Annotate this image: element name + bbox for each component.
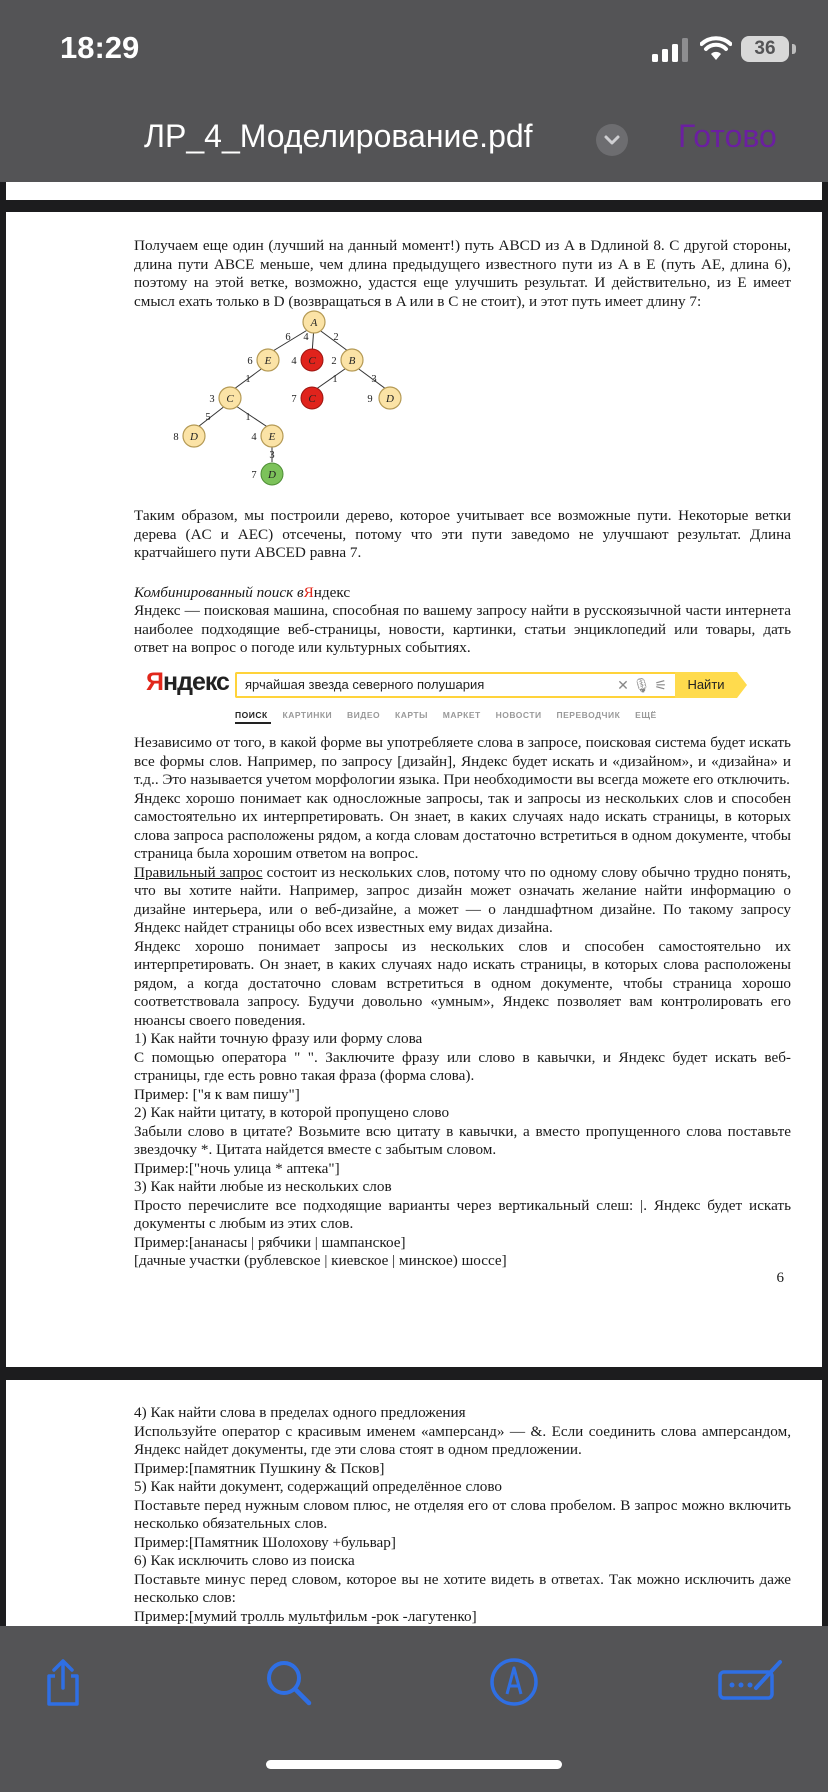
- logo-letter: Я: [146, 668, 163, 696]
- battery-tip: [792, 44, 796, 54]
- underlined-term: Правильный запрос: [134, 863, 263, 881]
- edge-weight: 5: [205, 412, 211, 423]
- yandex-tab: ВИДЕО: [347, 710, 381, 720]
- yandex-tab: КАРТЫ: [395, 710, 428, 720]
- yandex-tabs: [235, 710, 669, 720]
- node-label: D: [190, 431, 198, 443]
- wifi-icon: [700, 36, 732, 62]
- share-button[interactable]: [35, 1654, 91, 1710]
- yandex-tab: ПЕРЕВОДЧИК: [556, 710, 621, 720]
- list-heading: 5) Как найти документ, содержащий определённое слово: [134, 1478, 503, 1495]
- paragraph-text: Яндекс хорошо понимает запросы из нескольких слов и способен самостоятельно их интерпретировать. Он знает, в каких случаях надо искать страницы, в которых слова расположены рядом, а когда достаточно словам встретиться в одном документе, чтобы страница хорошо соответствовала запросу. Будучи довольно «умным», Яндекс позволяет вам контролировать его нюансы своего поведения.: [134, 937, 791, 1029]
- button-arrow-icon: [737, 672, 747, 698]
- pdf-page-7: [6, 1380, 822, 1626]
- yandex-tab: КАРТИНКИ: [282, 710, 333, 720]
- top-bar: [0, 0, 828, 182]
- node-label: D: [268, 469, 276, 481]
- paragraph-text: Яндекс хорошо понимает как односложные запросы, так и запросы из нескольких слов и способен самостоятельно их интерпретировать. Он знает, в каких случаях надо искать страницы, в которых слова запроса расположены рядом, а когда словам достаточно встретиться в одном документе, чтобы страница была хорошим ответом на вопрос.: [134, 789, 791, 862]
- example-text: Пример:[ананасы | рябчики | шампанское]: [134, 1233, 406, 1251]
- form-fill-button[interactable]: [716, 1654, 786, 1710]
- example-text: Пример:[мумий тролль мультфильм -рок -лагутенко]: [134, 1607, 477, 1625]
- paragraph: [134, 237, 791, 311]
- paragraph-text: Поставьте минус перед словом, которое вы не хотите видеть в ответах. Так можно исключить даже несколько слов:: [134, 1570, 791, 1606]
- edge-weight: 4: [291, 356, 297, 367]
- paragraph-text: Получаем еще один (лучший на данный момент!) путь ABCD из A в Dдлиной 8. С другой стороны, длина пути ABCE меньше, чем длина предыдущего известного пути из A в E (путь AE, длина 6), поэтому на этой ветке, возможно, удастся еще улучшить результат. И действительно, из E имеет смысл ехать только в D (возвращаться в A или в C не стоит), и этот путь имеет длину 7:: [134, 237, 791, 310]
- paragraph: [134, 507, 791, 563]
- previous-page-edge: [6, 182, 822, 200]
- edge-weight: 1: [245, 412, 251, 423]
- chevron-down-icon: [596, 124, 628, 156]
- yandex-tab: ПОИСК: [235, 710, 268, 720]
- paragraph-text: Забыли слово в цитате? Возьмите всю цитату в кавычки, а вместо пропущенного слова поставьте звездочку *. Цитата найдется вместе с забытым словом.: [134, 1122, 791, 1158]
- document-title[interactable]: ЛР_4_Моделирование.pdf: [144, 118, 533, 154]
- paragraph-text: Яндекс — поисковая машина, способная по вашему запросу найти в русскоязычной части интернета наиболее подходящие веб-страницы, новости, картинки, статьи энциклопедий или товары, дать ответ на вопрос о погоде или культурных событиях.: [134, 602, 791, 656]
- list-heading: 1) Как найти точную фразу или форму слова: [134, 1030, 423, 1047]
- list-heading: 3) Как найти любые из нескольких слов: [134, 1178, 392, 1195]
- paragraph-tail: состоит из нескольких слов, потому что по одному слову обычно трудно понять, что вы хотите найти. Например, запрос дизайн может означать желание найти информацию о дизайне интерьера, или о веб-дизайне, а может — о ландшафтном дизайне. По такому запросу Яндекс найдет страницы обо всех известных ему видах дизайна.: [134, 863, 791, 936]
- node-label: C: [308, 393, 316, 405]
- yandex-find-button: Найти: [675, 672, 737, 698]
- heading-text: Комбинированный поиск в: [134, 584, 304, 601]
- yandex-query: ярчайшая звезда северного полушария: [245, 677, 485, 692]
- node-label: E: [264, 355, 272, 367]
- edge-weight: 6: [285, 332, 291, 343]
- tab-underline: [235, 722, 271, 724]
- edge-weight: 2: [333, 332, 339, 343]
- edge-weight: 8: [173, 432, 179, 443]
- yandex-tab: НОВОСТИ: [495, 710, 542, 720]
- example-text: Пример: ["я к вам пишу"]: [134, 1085, 300, 1103]
- search-button[interactable]: [260, 1654, 316, 1710]
- example-text: [дачные участки (рублевское | киевское | минское) шоссе]: [134, 1252, 507, 1269]
- node-label: E: [268, 431, 276, 443]
- markup-pen-icon: [486, 1654, 542, 1710]
- done-button[interactable]: Готово: [678, 118, 777, 154]
- yandex-search-box: [235, 672, 675, 698]
- body-text: [134, 1404, 791, 1626]
- example-text: Пример:["ночь улица * аптека"]: [134, 1159, 340, 1177]
- yandex-box-icons: ✕ 🎙 ⚟: [617, 677, 667, 693]
- example-text: Пример:[Памятник Шолохову +бульвар]: [134, 1533, 396, 1551]
- node-label: C: [308, 355, 316, 367]
- title-menu-button[interactable]: [596, 124, 628, 156]
- paragraph-text: Просто перечислите все подходящие варианты через вертикальный слеш: |. Яндекс будет искать документы с любым из этих слов.: [134, 1196, 791, 1232]
- node-label: B: [348, 355, 356, 367]
- list-heading: 6) Как исключить слово из поиска: [134, 1552, 355, 1569]
- edge-weight: 1: [332, 374, 338, 385]
- markup-button[interactable]: [486, 1654, 542, 1710]
- paragraph-text: Используйте оператор с красивым именем «амперсанд» — &. Если соединить слова амперсандом, Яндекс найдет документы, где эти слова стоят в одном предложении.: [134, 1422, 791, 1458]
- node-label: C: [226, 393, 234, 405]
- share-icon: [35, 1654, 91, 1710]
- heading-ndex: ндекс: [313, 584, 351, 601]
- paragraph: [134, 602, 791, 658]
- paragraph-text: Таким образом, мы построили дерево, которое учитывает все возможные пути. Некоторые ветки дерева (AC и AEC) отсечены, потому что эти пути заведомо не улучшают результат. Длина кратчайшего пути ABCED равна 7.: [134, 507, 791, 561]
- edge-weight: 3: [269, 450, 275, 461]
- page-number: 6: [776, 1270, 784, 1286]
- battery-icon: 36: [741, 36, 789, 62]
- cellular-signal-icon: [652, 38, 690, 62]
- body-text: [134, 734, 791, 1271]
- list-heading: 4) Как найти слова в пределах одного предложения: [134, 1404, 466, 1421]
- edge-weight: 7: [251, 470, 257, 481]
- edge-weight: 9: [367, 394, 373, 405]
- edge-weight: 4: [251, 432, 257, 443]
- pdf-page-6: [6, 212, 822, 1367]
- edge-weight: 6: [247, 356, 253, 367]
- paragraph-text: [134, 864, 791, 938]
- yandex-logo: [146, 668, 229, 697]
- home-indicator[interactable]: [266, 1760, 562, 1769]
- logo-rest: ндекс: [162, 668, 229, 696]
- yandex-tab: ЕЩЁ: [635, 710, 657, 720]
- search-tree-diagram: [146, 310, 446, 505]
- edge-weight: 3: [209, 394, 215, 405]
- search-icon: [260, 1654, 316, 1710]
- paragraph-text: Независимо от того, в какой форме вы употребляете слова в запросе, поисковая система будет искать все формы слов. Например, по запросу [дизайн], Яндекс будет искать и «дизайном», и «дизайна» и т.д.. Это называется учетом морфологии языка. При необходимости вы всегда можете его отключить.: [134, 734, 791, 788]
- edge-weight: 3: [371, 374, 377, 385]
- paragraph-text: С помощью оператора " ". Заключите фразу или слово в кавычки, и Яндекс будет искать веб-страницы, где есть ровно такая фраза (форма слова).: [134, 1048, 791, 1084]
- signature-icon: [716, 1654, 786, 1710]
- section-heading: [134, 584, 791, 603]
- node-label: A: [310, 317, 318, 329]
- edge-weight: 4: [303, 332, 309, 343]
- yandex-tab: МАРКЕТ: [442, 710, 481, 720]
- edge-weight: 1: [245, 374, 251, 385]
- example-text: Пример:[памятник Пушкину & Псков]: [134, 1459, 385, 1477]
- heading-ya: Я: [303, 584, 314, 601]
- list-heading: 2) Как найти цитату, в которой пропущено слово: [134, 1104, 450, 1121]
- edge-weight: 7: [291, 394, 297, 405]
- status-time: 18:29: [60, 30, 140, 65]
- node-label: D: [386, 393, 394, 405]
- paragraph-text: Поставьте перед нужным словом плюс, не отделяя его от слова пробелом. В запрос можно включить несколько обязательных слов.: [134, 1496, 791, 1532]
- edge-weight: 2: [331, 356, 337, 367]
